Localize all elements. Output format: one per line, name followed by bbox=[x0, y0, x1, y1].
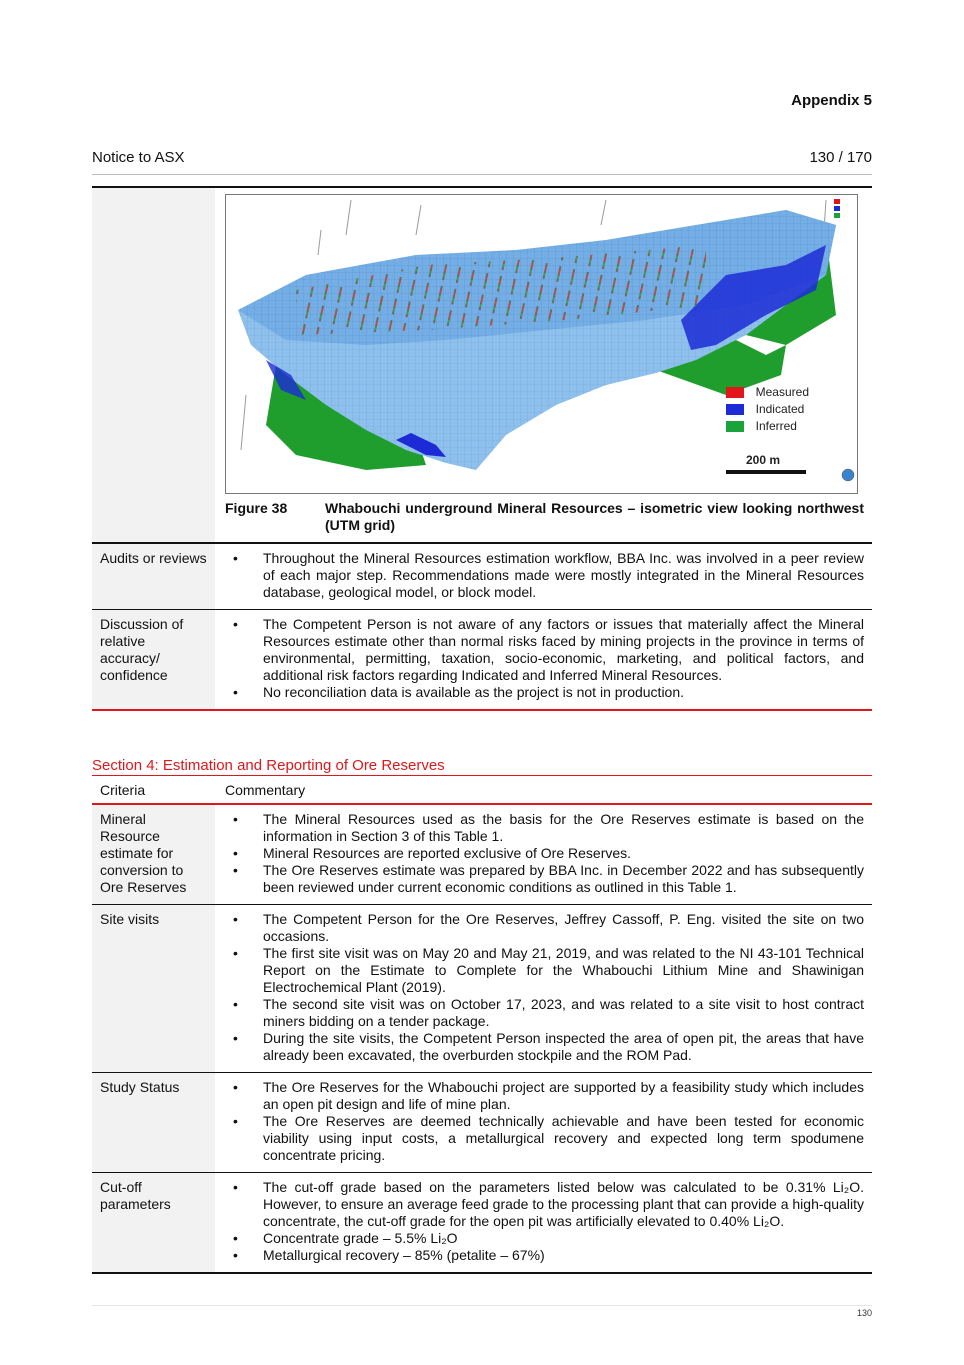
list-item: • Concentrate grade – 5.5% Li₂O bbox=[225, 1230, 864, 1247]
legend-swatch-measured bbox=[726, 387, 744, 398]
figure-caption-text: Whabouchi underground Mineral Resources – isometric view looking northwest (UTM grid) bbox=[325, 500, 864, 533]
commentary-cutoff bbox=[215, 1173, 872, 1272]
table-header-row bbox=[92, 779, 872, 805]
scale-bar-label: 200 m bbox=[746, 453, 781, 467]
page-header bbox=[92, 149, 872, 166]
list-item: • No reconciliation data is available as the project is not in production. bbox=[225, 684, 864, 701]
list-item: • The Competent Person for the Ore Reserves, Jeffrey Cassoff, P. Eng. visited the site on two occasions. bbox=[225, 911, 864, 945]
list-item: • The Mineral Resources used as the basis for the Ore Reserves estimate is based on the information in Section 3 of this Table 1. bbox=[225, 811, 864, 845]
table-row-discussion bbox=[92, 609, 872, 711]
criteria-study-status: Study Status bbox=[92, 1073, 215, 1172]
criteria-cutoff: Cut-off parameters bbox=[92, 1173, 215, 1272]
list-item: • Throughout the Mineral Resources estimation workflow, BBA Inc. was involved in a peer review of each major step. Recommendations made were mostly integrated in the Mineral Resources database, geological model, or block model. bbox=[225, 550, 864, 601]
table-row-mineral-resource bbox=[92, 805, 872, 904]
commentary-study-status bbox=[215, 1073, 872, 1172]
figure-legend bbox=[726, 385, 809, 436]
list-item: • The Ore Reserves estimate was prepared by BBA Inc. in December 2022 and has subsequently been reviewed under current economic conditions as outlined in this Table 1. bbox=[225, 862, 864, 896]
legend-swatch-inferred bbox=[726, 421, 744, 432]
legend-item-inferred bbox=[726, 419, 809, 433]
list-item: • Metallurgical recovery – 85% (petalite – 67%) bbox=[225, 1247, 864, 1264]
footer-divider bbox=[92, 1305, 872, 1306]
notice-label: Notice to ASX bbox=[92, 149, 185, 166]
legend-label-indicated: Indicated bbox=[755, 402, 805, 416]
table-row-site-visits bbox=[92, 904, 872, 1072]
criteria-mineral-resource: Mineral Resource estimate for conversion to Ore Reserves bbox=[92, 805, 215, 904]
header-commentary: Commentary bbox=[225, 782, 306, 798]
legend-label-measured: Measured bbox=[755, 385, 809, 399]
commentary-mineral-resource bbox=[215, 805, 872, 904]
criteria-audits: Audits or reviews bbox=[92, 544, 215, 609]
commentary-audits bbox=[215, 544, 872, 609]
page-counter: 130 / 170 bbox=[809, 149, 872, 166]
section3-continued-table bbox=[92, 186, 872, 711]
list-item: • During the site visits, the Competent Person inspected the area of open pit, the areas that have already been excavated, the overburden stockpile and the ROM Pad. bbox=[225, 1030, 864, 1064]
section4-table bbox=[92, 779, 872, 1274]
figure-cell bbox=[215, 188, 872, 542]
table-row-cutoff bbox=[92, 1172, 872, 1274]
criteria-site-visits: Site visits bbox=[92, 905, 215, 1072]
page-number: 130 bbox=[856, 1308, 872, 1318]
table-row-study-status bbox=[92, 1072, 872, 1172]
legend-item-indicated bbox=[726, 402, 809, 416]
figure-row bbox=[92, 186, 872, 542]
resource-model-image bbox=[226, 195, 858, 494]
list-item: • The Ore Reserves for the Whabouchi project are supported by a feasibility study which includes an open pit design and life of mine plan. bbox=[225, 1079, 864, 1113]
list-item: • The cut-off grade based on the parameters listed below was calculated to be 0.31% Li₂O. However, to ensure an average feed grade to the processing plant that can provide a high-quality concentrate, the cut-off grade for the open pit was artificially elevated to 0.40% Li₂O. bbox=[225, 1179, 864, 1230]
list-item: • The Ore Reserves are deemed technically achievable and have been tested for economic viability using input costs, a metallurgical recovery and expected long term spodumene concentrate pricing. bbox=[225, 1113, 864, 1164]
figure-criteria-cell bbox=[92, 188, 215, 542]
legend-swatch-indicated bbox=[726, 404, 744, 415]
legend-label-inferred: Inferred bbox=[755, 419, 797, 433]
isometric-figure bbox=[225, 194, 858, 494]
commentary-discussion bbox=[215, 610, 872, 709]
list-item: • The first site visit was on May 20 and May 21, 2019, and was related to the NI 43-101 Technical Report on the Estimate to Complete for the Whabouchi Lithium Mine and Shawinigan Electrochemical Plant (2019). bbox=[225, 945, 864, 996]
table-row-audits bbox=[92, 542, 872, 609]
legend-item-measured bbox=[726, 385, 809, 399]
header-divider bbox=[92, 174, 872, 175]
list-item: • Mineral Resources are reported exclusive of Ore Reserves. bbox=[225, 845, 864, 862]
list-item: • The second site visit was on October 17, 2023, and was related to a site visit to host contract miners bidding on a tender package. bbox=[225, 996, 864, 1030]
list-item: • The Competent Person is not aware of any factors or issues that materially affect the Mineral Resources estimate other than normal risks faced by mining projects in the province in terms of environmental, permitting, taxation, socio-economic, marketing, and political factors, and additional risk factors regarding Indicated and Inferred Mineral Resources. bbox=[225, 616, 864, 684]
figure-label: Figure 38 bbox=[225, 500, 288, 516]
appendix-title: Appendix 5 bbox=[791, 92, 872, 109]
commentary-site-visits bbox=[215, 905, 872, 1072]
header-criteria: Criteria bbox=[100, 782, 146, 798]
criteria-discussion: Discussion of relative accuracy/ confidence bbox=[92, 610, 215, 709]
figure-caption bbox=[225, 500, 864, 534]
section4-title: Section 4: Estimation and Reporting of Ore Reserves bbox=[92, 757, 872, 776]
